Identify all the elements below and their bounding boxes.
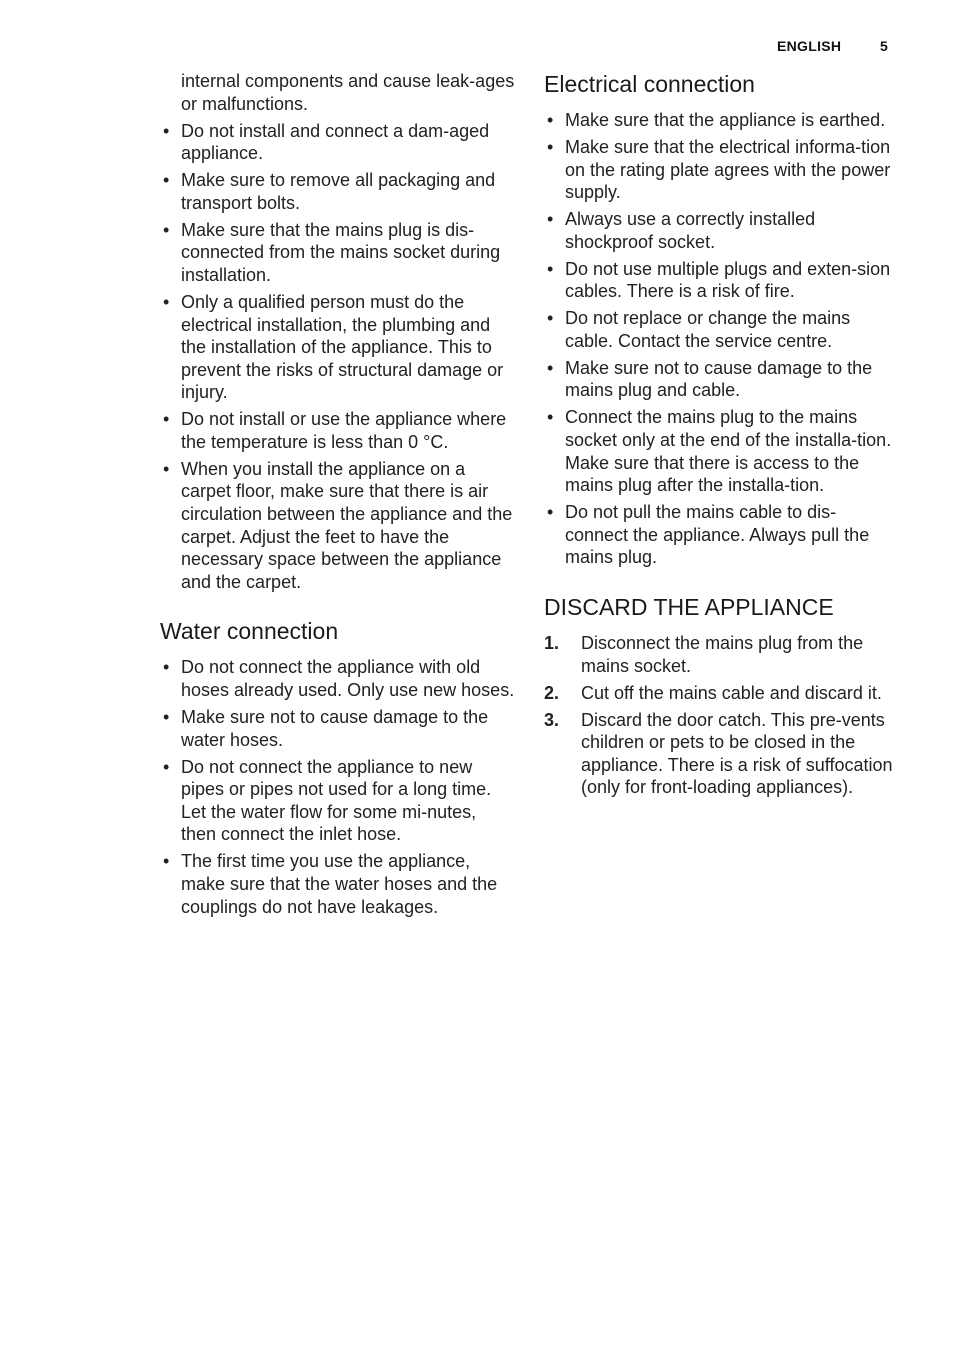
list-item-text: The first time you use the appliance, make sure that the water hoses and the couplings do not have leakages.	[181, 851, 498, 917]
list-item	[160, 756, 515, 846]
discard-appliance-section	[544, 593, 899, 799]
bullet-icon: •	[163, 458, 170, 479]
list-item	[160, 169, 515, 214]
bullet-icon: •	[163, 756, 170, 777]
numbered-step	[544, 709, 899, 799]
list-item-text: Do not connect the appliance with old hoses already used. Only use new hoses.	[181, 657, 515, 700]
bullet-icon: •	[163, 120, 170, 141]
list-item-text: Do not pull the mains cable to dis-connect the appliance. Always pull the mains plug.	[565, 502, 870, 568]
step-text: Cut off the mains cable and discard it.	[581, 682, 882, 703]
water-connection-heading: Water connection	[160, 618, 339, 645]
page-number: 5	[880, 38, 889, 54]
list-item	[544, 109, 899, 132]
electrical-connection-heading: Electrical connection	[544, 71, 755, 97]
bullet-icon: •	[547, 209, 554, 230]
water-connection-list	[160, 656, 515, 918]
bullet-icon: •	[163, 706, 170, 727]
bullet-icon: •	[163, 170, 170, 191]
bullet-icon: •	[163, 851, 170, 872]
list-item-text: Make sure that the appliance is earthed.	[565, 110, 886, 130]
numbered-step	[544, 632, 899, 677]
bullet-icon: •	[547, 357, 554, 378]
header-language: ENGLISH	[777, 38, 842, 54]
list-item-text: Make sure to remove all packaging and transport bolts.	[181, 170, 496, 213]
step-number: 2.	[544, 682, 560, 703]
list-item-text: Do not replace or change the mains cable. Contact the service centre.	[565, 308, 851, 351]
bullet-icon: •	[163, 219, 170, 240]
list-item-text: Do not install or use the appliance where the temperature is less than 0 °C.	[181, 409, 507, 452]
bullet-icon: •	[547, 136, 554, 157]
list-item-text: Make sure not to cause damage to the mains plug and cable.	[565, 357, 873, 401]
list-item	[544, 501, 899, 569]
bullet-icon: •	[547, 110, 554, 130]
bullet-icon: •	[547, 502, 554, 523]
step-number: 3.	[544, 709, 560, 730]
list-item	[160, 408, 515, 453]
list-item-text: Only a qualified person must do the electrical installation, the plumbing and the installation of the appliance. This to prevent the risks of structural damage or injury.	[181, 291, 504, 403]
list-item	[544, 406, 899, 496]
list-item	[160, 291, 515, 404]
list-item-text: Do not install and connect a dam-aged appliance.	[181, 120, 490, 164]
list-item	[160, 219, 515, 287]
bullet-icon: •	[163, 409, 170, 430]
list-item-text: Always use a correctly installed shockproof socket.	[565, 209, 816, 252]
continued-paragraph: internal components and cause leak-ages or malfunctions.	[181, 71, 515, 114]
bullet-icon: •	[163, 291, 170, 312]
bullet-icon: •	[547, 258, 554, 279]
list-item-text: Do not use multiple plugs and exten-sion cables. There is a risk of fire.	[565, 258, 891, 302]
right-column	[544, 70, 899, 803]
list-item-text: Connect the mains plug to the mains socket only at the end of the installa-tion. Make sure that there is access to the mains plug after the installa-tion.	[565, 407, 892, 496]
list-item	[160, 850, 515, 918]
numbered-step	[544, 682, 899, 705]
list-item	[544, 208, 899, 253]
list-item	[544, 136, 899, 204]
discard-steps-list	[544, 632, 899, 799]
water-connection-section	[160, 617, 515, 918]
step-number: 1.	[544, 633, 560, 654]
left-column	[160, 70, 515, 923]
list-item	[544, 357, 899, 402]
list-item	[160, 706, 515, 751]
bullet-icon: •	[547, 308, 554, 329]
step-text: Disconnect the mains plug from the mains socket.	[581, 633, 864, 676]
step-text: Discard the door catch. This pre-vents children or pets to be closed in the appliance. There is a risk of suffocation (only for front-loading appliances).	[581, 709, 893, 798]
list-item-text: Do not connect the appliance to new pipes or pipes not used for a long time. Let the water flow for some mi-nutes, then connect the inlet hose.	[181, 756, 492, 845]
list-item	[544, 307, 899, 352]
bullet-icon: •	[163, 657, 170, 678]
list-item	[544, 258, 899, 303]
list-item	[160, 656, 515, 701]
list-item	[160, 458, 515, 594]
discard-appliance-heading: DISCARD THE APPLIANCE	[544, 594, 834, 621]
list-item-text: When you install the appliance on a carpet floor, make sure that there is air circulation between the appliance and the carpet. Adjust the feet to have the necessary space between the appliance and the carpet.	[181, 458, 513, 592]
list-item-text: Make sure that the mains plug is dis-connected from the mains socket during installation.	[181, 219, 501, 285]
electrical-connection-list	[544, 109, 899, 569]
electrical-connection-section	[544, 70, 899, 569]
list-item	[160, 120, 515, 165]
list-item-text: Make sure not to cause damage to the water hoses.	[181, 706, 489, 750]
installation-list	[160, 120, 515, 594]
bullet-icon: •	[547, 407, 554, 428]
list-item-text: Make sure that the electrical informa-tion on the rating plate agrees with the power supply.	[565, 136, 891, 203]
